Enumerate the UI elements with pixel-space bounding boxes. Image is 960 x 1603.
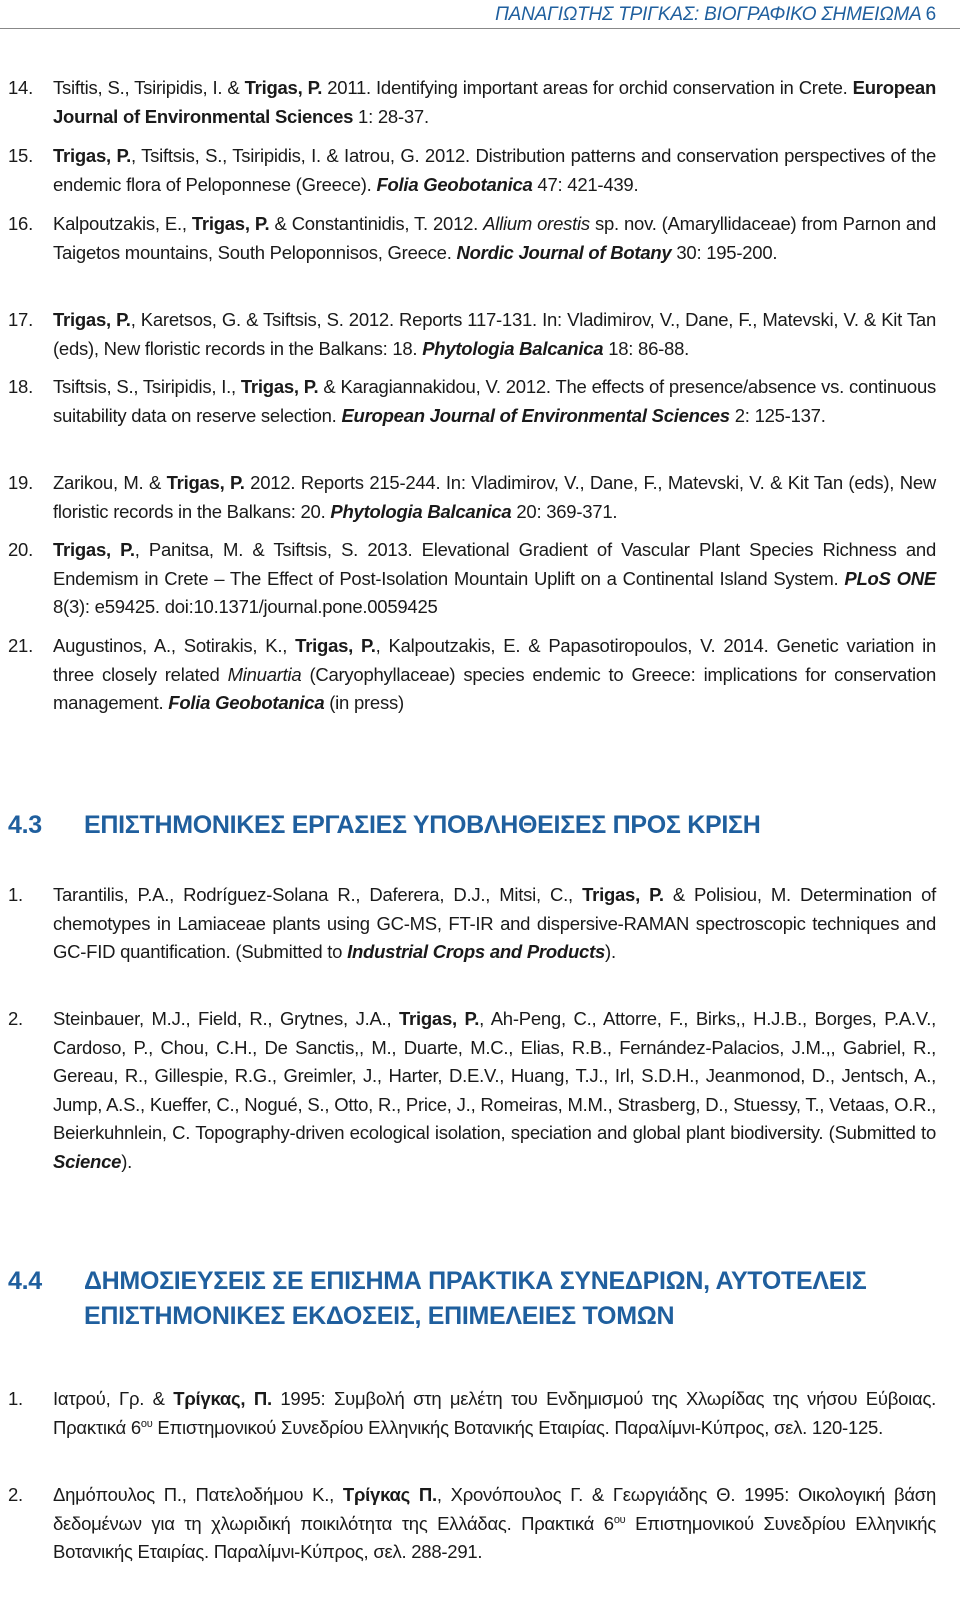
journal-name: Science xyxy=(53,1150,122,1172)
section-title: ΕΠΙΣΤΗΜΟΝΙΚΕΣ ΕΡΓΑΣΙΕΣ ΥΠΟΒΛΗΘΕΙΣΕΣ ΠΡΟΣ ΚΡΙΣΗ xyxy=(84,811,761,839)
authors: Steinbauer, M.J., Field, R., Grytnes, J.A., xyxy=(53,1008,399,1029)
volume-pages: 1: 28-37. xyxy=(353,105,429,127)
title-text: 2012. Reports 215-244. In: Vladimirov, V., Dane, F., Matevski, V. & Kit Tan (eds), New floristic records in the Balkans: 20. xyxy=(53,472,937,522)
genus-name: Minuartia xyxy=(227,663,302,685)
page-number: 6 xyxy=(925,4,936,25)
journal-name: PLoS ONE xyxy=(844,567,936,589)
entry-number: 1. xyxy=(8,1388,23,1409)
highlighted-author: Trigas, P. xyxy=(240,376,319,397)
publication-entry xyxy=(4,536,936,622)
authors: Zarikou, M. & xyxy=(53,472,167,493)
entry-text xyxy=(53,142,936,199)
ordinal-suffix: ου xyxy=(613,1513,626,1526)
entry-number: 17. xyxy=(8,309,33,330)
entry-number: 16. xyxy=(8,213,33,234)
entry-text xyxy=(53,373,936,430)
publication-entry xyxy=(4,373,936,430)
title-text: , Panitsa, M. & Tsiftsis, S. 2013. Elevational Gradient of Vascular Plant Species Richness and Endemism in Crete – The Effect of Post-Isolation Mountain Uplift on a Continental Island System. xyxy=(53,539,937,589)
journal-name: Phytologia Balcanica xyxy=(330,500,512,522)
volume-pages: 30: 195-200. xyxy=(671,241,778,263)
title-text: (Caryophyllaceae) species endemic to Greece: implications for conservation management. xyxy=(53,663,936,713)
journal-name: Folia Geobotanica xyxy=(168,692,325,713)
title-text: & Polisiou, M. Determination of chemotypes in Lamiaceae plants using GC-MS, FT-IR and dispersive-RAMAN spectroscopic techniques and GC-FID quantification. (Submitted to xyxy=(53,884,937,962)
journal-name: Phytologia Balcanica xyxy=(422,337,604,359)
highlighted-author: Trigas, P. xyxy=(244,77,323,98)
title-text: , Karetsos, G. & Tsiftsis, S. 2012. Reports 117-131. In: Vladimirov, V., Dane, F., Matevski, V. & Kit Tan (eds), New floristic records in the Balkans: 18. xyxy=(53,309,936,359)
publication-entry xyxy=(4,469,936,526)
proceedings-entry xyxy=(4,1385,936,1442)
entry-text xyxy=(53,469,936,526)
publication-entry xyxy=(4,210,936,267)
entry-number: 18. xyxy=(8,376,33,397)
section-heading-4-3 xyxy=(8,808,938,843)
entry-number: 2. xyxy=(8,1484,23,1505)
entry-text xyxy=(53,632,936,718)
volume-pages: 47: 421-439. xyxy=(532,173,639,195)
publication-entry xyxy=(4,142,936,199)
title-text: sp. nov. (Amaryllidaceae) from Parnon and Taigetos mountains, South Peloponnisos, Greece. xyxy=(53,213,937,263)
authors: Kalpoutzakis, E., xyxy=(53,213,192,234)
section-number: 4.3 xyxy=(8,811,42,839)
publication-entry xyxy=(4,632,936,718)
proceedings-entry xyxy=(4,1481,936,1567)
volume-pages: 18: 86-88. xyxy=(603,337,690,359)
entry-text xyxy=(53,881,936,967)
header-divider xyxy=(0,28,960,29)
page-header xyxy=(0,0,960,30)
entry-number: 20. xyxy=(8,539,33,560)
journal-name: European Journal of Environmental Sciences xyxy=(341,404,730,426)
authors: Ιατρού, Γρ. & xyxy=(53,1388,174,1409)
entry-number: 21. xyxy=(8,635,33,656)
highlighted-author: Τρίγκας, Π. xyxy=(173,1388,272,1409)
authors: Augustinos, A., Sotirakis, K., xyxy=(53,635,296,656)
venue-text: Επιστημονικού Συνεδρίου Ελληνικής Βοτανικής Εταιρίας. Παραλίμνι-Κύπρος, σελ. 120-125. xyxy=(152,1416,883,1438)
highlighted-author: Trigas, P. xyxy=(166,472,245,493)
authors: Δημόπουλος Π., Πατελοδήμου Κ., xyxy=(53,1484,343,1505)
highlighted-author: Τρίγκας Π. xyxy=(342,1484,437,1505)
submitted-entry xyxy=(4,1005,936,1176)
entry-text xyxy=(53,306,936,363)
publication-entry xyxy=(4,306,936,363)
highlighted-author: Trigas, P. xyxy=(53,539,135,560)
authors: Tsiftis, S., Tsiripidis, I. & xyxy=(53,77,245,98)
venue-text: Επιστημονικού Συνεδρίου Ελληνικής Βοτανικής Εταιρίας. Παραλίμνι-Κύπρος, σελ. 288-291. xyxy=(53,1512,936,1562)
entry-number: 2. xyxy=(8,1008,23,1029)
volume-pages: 2: 125-137. xyxy=(729,404,826,426)
entry-number: 15. xyxy=(8,145,33,166)
publication-entry xyxy=(4,74,936,131)
entry-number: 19. xyxy=(8,472,33,493)
title-text: , Kalpoutzakis, E. & Papasotiropoulos, V. 2014. Genetic variation in three closely related xyxy=(53,635,937,685)
authors: & Constantinidis, T. 2012. xyxy=(269,213,484,234)
entry-number: 1. xyxy=(8,884,23,905)
journal-name: Folia Geobotanica xyxy=(376,173,533,195)
journal-name: Nordic Journal of Botany xyxy=(456,241,672,263)
authors: Tsiftsis, S., Tsiripidis, I., xyxy=(53,376,241,397)
entry-text xyxy=(53,1005,936,1176)
section-number: 4.4 xyxy=(8,1267,42,1295)
entry-text xyxy=(53,74,936,131)
running-header xyxy=(495,4,936,26)
highlighted-author: Trigas, P. xyxy=(53,309,131,330)
entry-text xyxy=(53,210,936,267)
highlighted-author: Trigas, P. xyxy=(191,213,270,234)
entry-number: 14. xyxy=(8,77,33,98)
ordinal-suffix: ου xyxy=(140,1417,153,1430)
section-title: ΔΗΜΟΣΙΕΥΣΕΙΣ ΣΕ ΕΠΙΣΗΜΑ ΠΡΑΚΤΙΚΑ ΣΥΝΕΔΡΙΩΝ, ΑΥΤΟΤΕΛΕΙΣ ΕΠΙΣΤΗΜΟΝΙΚΕΣ ΕΚΔΟΣΕΙΣ, ΕΠΙΜΕΛΕΙΕΣ ΤΟΜΩΝ xyxy=(84,1267,867,1330)
closing-text: ). xyxy=(605,941,616,962)
journal-name: Industrial Crops and Products xyxy=(347,941,606,962)
section-heading-4-4 xyxy=(8,1264,938,1334)
title-text: 2011. Identifying important areas for orchid conservation in Crete. xyxy=(322,77,853,98)
title-text: , Χρονόπουλος Γ. & Γεωργιάδης Θ. 1995: Οικολογική βάση δεδομένων για τη χλωριδική ποικιλότητα της Ελλάδας. Πρακτικά 6 xyxy=(53,1484,936,1534)
highlighted-author: Trigas, P. xyxy=(399,1008,480,1029)
title-text: 1995: Συμβολή στη μελέτη του Ενδημισμού της Χλωρίδας της νήσου Εύβοιας. Πρακτικά 6 xyxy=(53,1388,936,1438)
title-text: , Ah-Peng, C., Attorre, F., Birks,, H.J.B., Borges, P.A.V., Cardoso, P., Chou, C.H., De Sanctis,, M., Duarte, M.C., Elias, R.B., Fernández-Palacios, J.M.,, Gabriel, R., Gereau, R., Gillespie, R.G., Greimler, J., Harter, D.E.V., Huang, T.J., Irl, S.D.H., Jeanmonod, D., Jentsch, A., Jump, A.S., Kueffer, C., Nogué, S., Otto, R., Price, J., Romeiras, M.M., Strasberg, D., Stuessy, T., Vetaas, O.R., Beierkuhnlein, C. Topography-driven ecological isolation, speciation and global plant biodiversity. (Submitted to xyxy=(53,1008,936,1143)
volume-pages: (in press) xyxy=(324,692,404,713)
volume-pages: 20: 369-371. xyxy=(511,500,618,522)
highlighted-author: Trigas, P. xyxy=(53,145,132,166)
title-text: & Karagiannakidou, V. 2012. The effects of presence/absence vs. continuous suitability data on reserve selection. xyxy=(53,376,936,426)
entry-text xyxy=(53,1481,936,1567)
submitted-entry xyxy=(4,881,936,967)
highlighted-author: Trigas, P. xyxy=(582,884,664,905)
entry-text xyxy=(53,536,936,622)
title-text: , Tsiftsis, S., Tsiripidis, I. & Iatrou, G. 2012. Distribution patterns and conservation perspectives of the endemic flora of Peloponnese (Greece). xyxy=(53,145,936,195)
closing-text: ). xyxy=(121,1150,132,1172)
authors: Tarantilis, P.A., Rodríguez-Solana R., Daferera, D.J., Mitsi, C., xyxy=(53,884,583,905)
journal-name: European Journal of Environmental Sciences xyxy=(53,77,936,127)
volume-pages: 8(3): e59425. doi:10.1371/journal.pone.0059425 xyxy=(53,596,438,617)
entry-text xyxy=(53,1385,936,1442)
header-title: ΠΑΝΑΓΙΩΤΗΣ ΤΡΙΓΚΑΣ: ΒΙΟΓΡΑΦΙΚΟ ΣΗΜΕΙΩΜΑ xyxy=(495,4,922,25)
highlighted-author: Trigas, P. xyxy=(295,635,376,656)
species-name: Allium orestis xyxy=(483,213,590,234)
